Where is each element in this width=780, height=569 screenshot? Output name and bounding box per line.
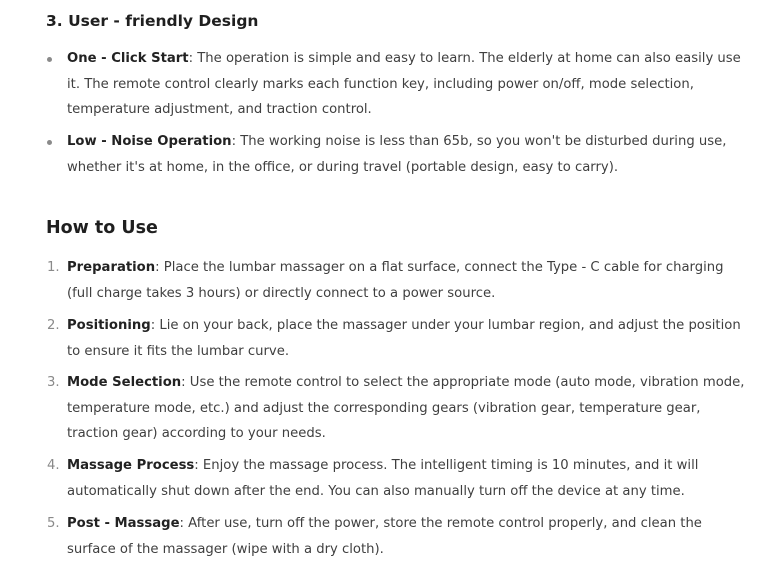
step-number: 1. — [47, 260, 60, 275]
how-to-use-heading: How to Use — [46, 218, 158, 238]
step-number: 4. — [47, 458, 60, 473]
bullet-text: : The working noise is less than 65b, so you won't be disturbed during use, whether it's at home, in the office, or during travel (portable design, easy to carry). — [67, 134, 727, 175]
step-title: Positioning — [67, 318, 151, 333]
bullet-title: Low - Noise Operation — [67, 134, 232, 149]
step-item — [47, 370, 746, 447]
step-text: : After use, turn off the power, store the remote control properly, and clean the surface of the massager (wipe with a dry cloth). — [67, 516, 702, 557]
bullet-dot — [47, 57, 52, 62]
bullet-text: : The operation is simple and easy to learn. The elderly at home can also easily use it. The remote control clearly marks each function key, including power on/off, mode selection, temperature adjustment, and traction control. — [67, 51, 741, 117]
step-title: Mode Selection — [67, 375, 182, 390]
step-title: Massage Process — [67, 458, 195, 473]
step-title: Preparation — [67, 260, 156, 275]
step-title: Post - Massage — [67, 516, 180, 531]
bullet-item — [67, 46, 746, 123]
bullet-item — [67, 129, 746, 180]
step-number: 2. — [47, 318, 60, 333]
bullet-dot — [47, 140, 52, 145]
step-text: : Lie on your back, place the massager under your lumbar region, and adjust the position to ensure it fits the lumbar curve. — [67, 318, 741, 359]
step-item — [47, 511, 746, 562]
step-text: : Place the lumbar massager on a flat surface, connect the Type - C cable for charging (full charge takes 3 hours) or directly connect to a power source. — [67, 260, 724, 301]
step-item — [47, 255, 746, 306]
step-item — [47, 453, 746, 504]
bullet-title: One - Click Start — [67, 51, 189, 66]
step-text: : Enjoy the massage process. The intelligent timing is 10 minutes, and it will automatically shut down after the end. You can also manually turn off the device at any time. — [67, 458, 699, 499]
step-number: 5. — [47, 516, 60, 531]
step-text: : Use the remote control to select the appropriate mode (auto mode, vibration mode, temperature mode, etc.) and adjust the corresponding gears (vibration gear, temperature gear, traction gear) according to your needs. — [67, 375, 745, 441]
step-number: 3. — [47, 375, 60, 390]
step-item — [47, 313, 746, 364]
section-heading: 3. User - friendly Design — [46, 12, 259, 30]
